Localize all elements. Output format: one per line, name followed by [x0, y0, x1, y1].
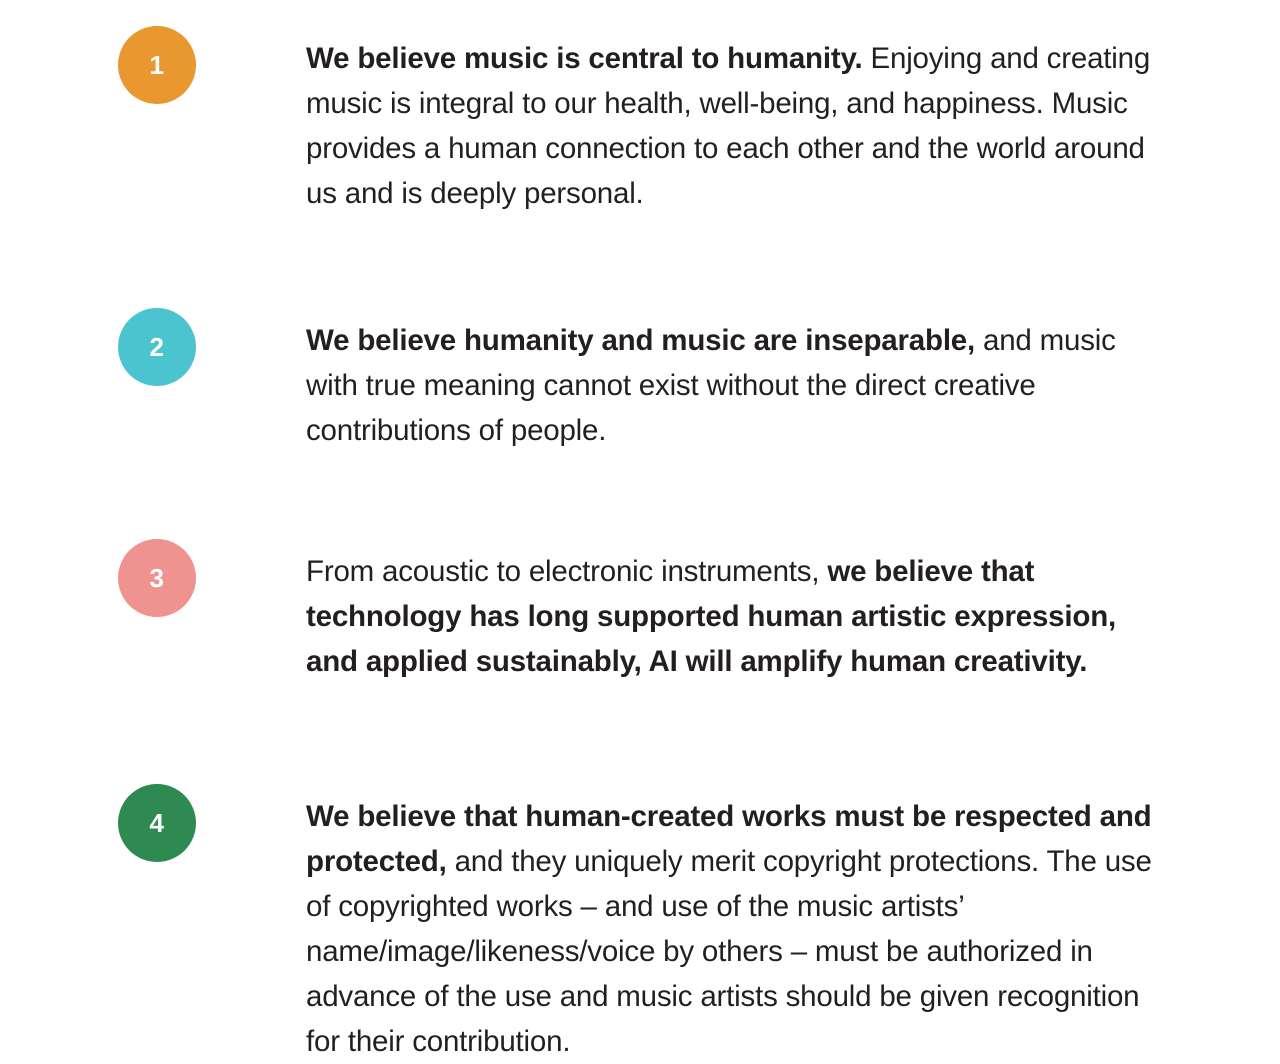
badge-column — [0, 784, 306, 862]
badge-column — [0, 308, 306, 386]
principle-pre: From acoustic to electronic instruments, — [306, 555, 828, 588]
principle-lead: We believe that human-created works must be respected and protected, — [306, 800, 1152, 878]
spacer — [0, 706, 1280, 784]
principle-number: 1 — [149, 49, 165, 80]
principle-number: 2 — [149, 331, 165, 362]
list-item — [0, 784, 1280, 1064]
spacer — [0, 238, 1280, 308]
principle-number: 3 — [149, 562, 165, 593]
list-item — [0, 539, 1280, 684]
principle-paragraph — [306, 549, 1154, 684]
badge-column — [0, 26, 306, 104]
principle-number-badge — [118, 539, 196, 617]
list-item — [0, 308, 1280, 453]
principle-text — [306, 26, 1280, 216]
principle-text — [306, 784, 1270, 1064]
principle-number-badge — [118, 26, 196, 104]
principle-rest: Enjoying and creating music is integral to our health, well-being, and happiness. Music provides a human connection to each other and the world around us and is deeply personal. — [306, 42, 1151, 210]
principle-number: 4 — [149, 807, 165, 838]
principle-text — [306, 539, 1266, 684]
principle-paragraph — [306, 794, 1158, 1064]
principle-number-badge — [118, 308, 196, 386]
list-item — [0, 26, 1280, 216]
principle-lead: We believe music is central to humanity. — [306, 42, 863, 75]
principle-lead: we believe that technology has long supported human artistic expression, and applied sustainably, AI will amplify human creativity. — [306, 555, 1117, 678]
badge-column — [0, 539, 306, 617]
principle-number-badge — [118, 784, 196, 862]
spacer — [0, 475, 1280, 539]
principle-lead: We believe humanity and music are inseparable, — [306, 324, 976, 357]
principle-text — [306, 308, 1258, 453]
principle-paragraph — [306, 36, 1168, 216]
principle-rest: and music with true meaning cannot exist without the direct creative contributions of people. — [306, 324, 1116, 447]
principle-rest: and they uniquely merit copyright protections. The use of copyrighted works – and use of the music artists’ name/image/likeness/voice by others – must be authorized in advance of the use and music artists should be given recognition for their contribution. — [306, 845, 1152, 1058]
principle-paragraph — [306, 318, 1146, 453]
